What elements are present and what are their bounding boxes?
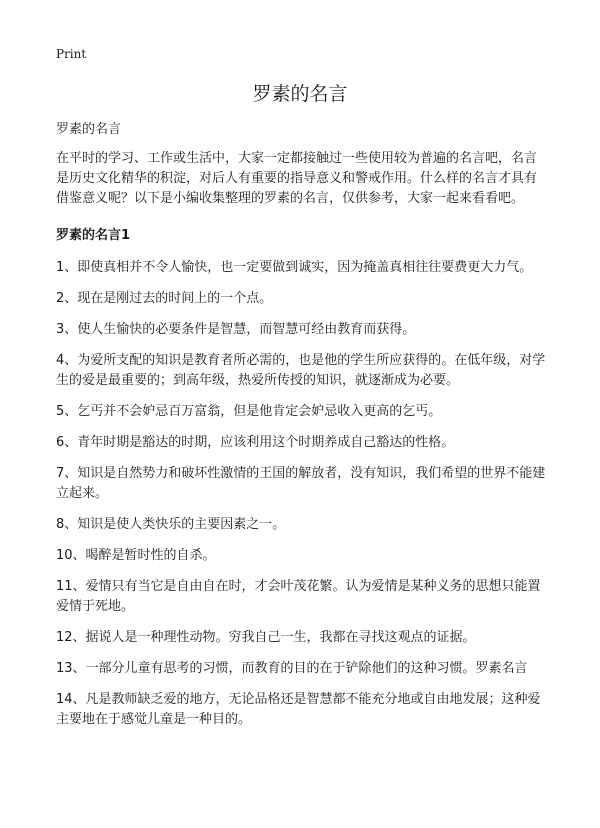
intro-paragraph: 在平时的学习、工作或生活中，大家一定都接触过一些使用较为普遍的名言吧，名言是历史文化精华的积淀，对后人有重要的指导意义和警戒作用。什么样的名言才具有借鉴意义呢？以下是小编收集整理的罗素的名言，仅供参考，大家一起来看看吧。 [56, 151, 538, 206]
quote-item: 4、为爱所支配的知识是教育者所必需的，也是他的学生所应获得的。在低年级，对学生的爱是最重要的；到高年级，热爱所传授的知识，就逐渐成为必要。 [56, 353, 546, 388]
quote-item: 11、爱情只有当它是自由自在时，才会叶茂花繁。认为爱情是某种义务的思想只能置爱情于死地。 [56, 579, 541, 614]
quote-list [56, 258, 548, 730]
quote-item: 2、现在是刚过去的时间上的一个点。 [56, 291, 273, 306]
section-heading: 罗素的名言1 [56, 228, 131, 243]
quote-item: 12、据说人是一种理性动物。穷我自己一生，我都在寻找这观点的证据。 [56, 630, 476, 645]
article-body [56, 120, 548, 741]
quote-item: 10、喝醉是暂时性的自杀。 [56, 548, 216, 563]
quote-item: 8、知识是使人类快乐的主要因素之一。 [56, 517, 286, 532]
quote-item: 5、乞丐并不会妒忌百万富翁，但是他肯定会妒忌收入更高的乞丐。 [56, 404, 442, 419]
print-link[interactable]: Print [56, 47, 87, 61]
quote-item: 6、青年时期是豁达的时期，应该利用这个时期养成自己豁达的性格。 [56, 435, 455, 450]
quote-item: 13、一部分儿童有思考的习惯，而教育的目的在于铲除他们的这种习惯。罗素名言 [56, 661, 528, 676]
quote-item: 3、使人生愉快的必要条件是智慧，而智慧可经由教育而获得。 [56, 322, 416, 337]
article-subtitle: 罗素的名言 [56, 122, 122, 137]
quote-item: 1、即使真相并不令人愉快，也一定要做到诚实，因为掩盖真相往往要费更大力气。 [56, 260, 533, 275]
quote-item: 7、知识是自然势力和破坏性激情的王国的解放者，没有知识，我们希望的世界不能建立起来。 [56, 466, 546, 501]
page-title: 罗素的名言 [252, 83, 348, 105]
quote-item: 14、凡是教师缺乏爱的地方，无论品格还是智慧都不能充分地或自由地发展；这种爱主要地在于感觉儿童是一种目的。 [56, 692, 541, 727]
